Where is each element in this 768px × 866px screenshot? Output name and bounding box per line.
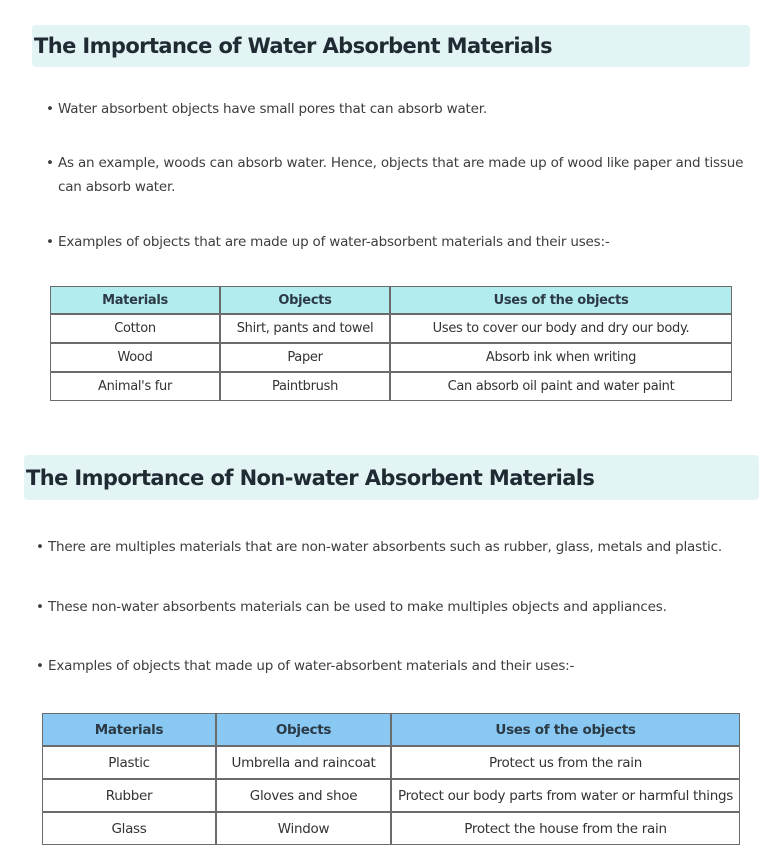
table-header-cell: Materials (42, 713, 216, 746)
bullet-icon: • (46, 234, 54, 250)
table-cell: Plastic (42, 746, 216, 779)
table-header-cell: Uses of the objects (391, 713, 740, 746)
table-cell: Protect our body parts from water or harmful things (391, 779, 740, 812)
section-1-heading: The Importance of Water Absorbent Materials (32, 25, 750, 67)
table-header-cell: Materials (50, 286, 220, 314)
table-cell: Glass (42, 812, 216, 845)
table-cell: Can absorb oil paint and water paint (390, 372, 732, 401)
bullet-icon: • (36, 599, 44, 615)
table-row (42, 746, 740, 779)
table-cell: Gloves and shoe (216, 779, 391, 812)
table-cell: Shirt, pants and towel (220, 314, 390, 343)
bullet-text: Water absorbent objects have small pores that can absorb water. (58, 101, 487, 117)
bullet-icon: • (36, 658, 44, 674)
table-header-cell: Uses of the objects (390, 286, 732, 314)
list-item (36, 535, 760, 559)
table-cell: Protect us from the rain (391, 746, 740, 779)
table-cell: Protect the house from the rain (391, 812, 740, 845)
table-cell: Window (216, 812, 391, 845)
table-header-cell: Objects (220, 286, 390, 314)
table-row (42, 812, 740, 845)
table-row (42, 779, 740, 812)
bullet-icon: • (46, 155, 54, 171)
list-item (36, 595, 760, 619)
table-cell: Animal's fur (50, 372, 220, 401)
section-2-bullet-list (36, 0, 760, 700)
bullet-icon: • (36, 539, 44, 555)
bullet-text: There are multiples materials that are non-water absorbents such as rubber, glass, metals and plastic. (48, 539, 722, 555)
table-cell: Paintbrush (220, 372, 390, 401)
bullet-text: Examples of objects that are made up of water-absorbent materials and their uses:- (58, 234, 610, 250)
table-cell: Umbrella and raincoat (216, 746, 391, 779)
bullet-icon: • (46, 101, 54, 117)
table-cell: Paper (220, 343, 390, 372)
table-header-cell: Objects (216, 713, 391, 746)
table-cell: Rubber (42, 779, 216, 812)
table-cell: Cotton (50, 314, 220, 343)
section-2-heading: The Importance of Non-water Absorbent Materials (24, 455, 759, 500)
list-item (36, 654, 760, 678)
table-cell: Absorb ink when writing (390, 343, 732, 372)
table-header-row (42, 713, 740, 746)
table-cell: Uses to cover our body and dry our body. (390, 314, 732, 343)
bullet-text: These non-water absorbents materials can be used to make multiples objects and appliances. (48, 599, 667, 615)
bullet-text: As an example, woods can absorb water. Hence, objects that are made up of wood like paper and tissue can absorb water. (58, 155, 744, 195)
bullet-text: Examples of objects that made up of water-absorbent materials and their uses:- (48, 658, 575, 674)
section-2-table (42, 713, 740, 845)
table-cell: Wood (50, 343, 220, 372)
